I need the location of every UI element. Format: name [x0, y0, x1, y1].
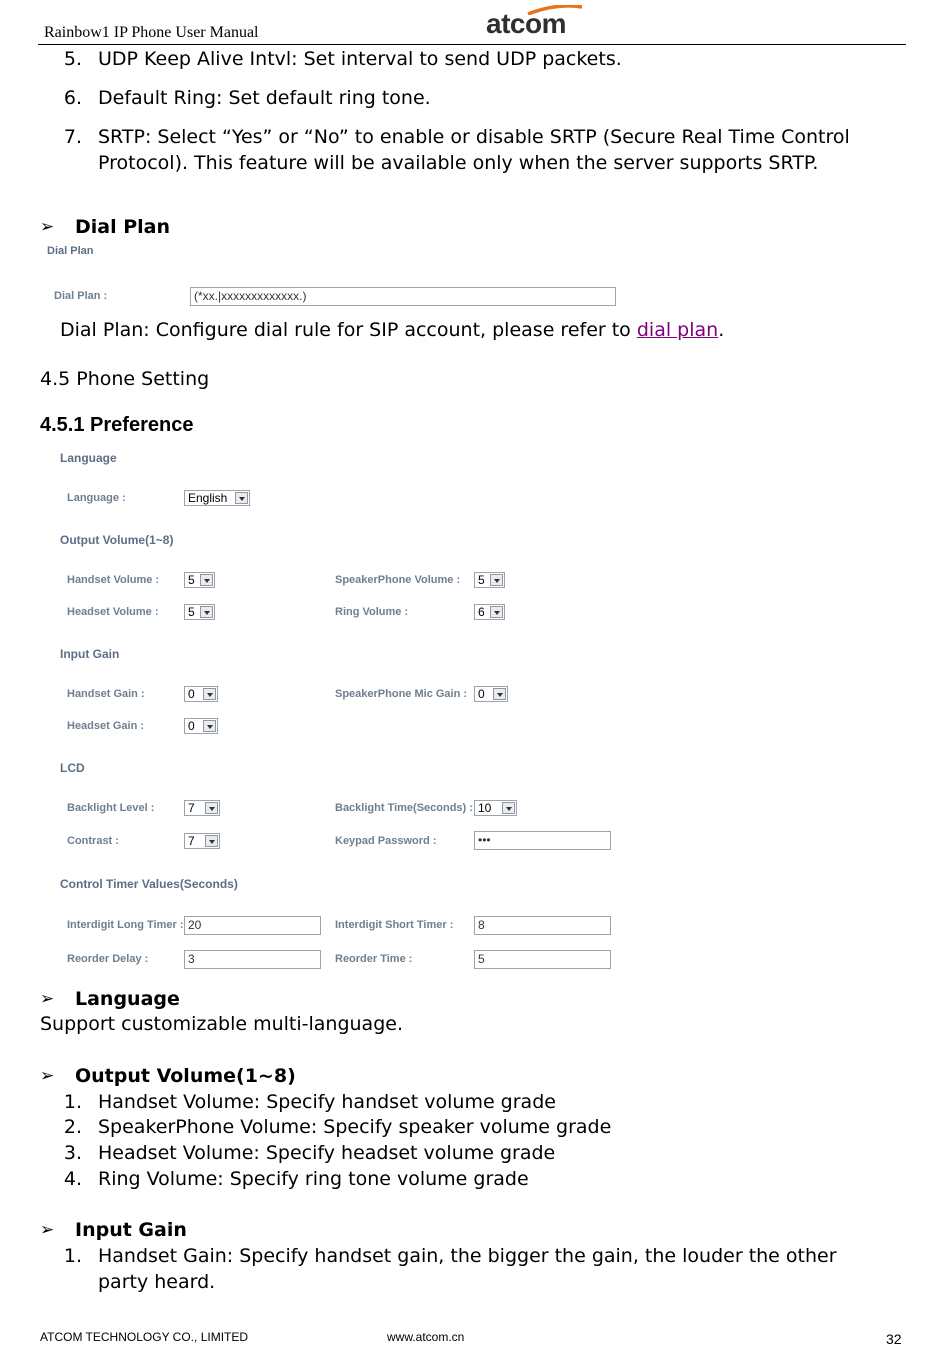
logo-swoosh-icon [526, 5, 584, 15]
list-number: 2. [63, 1116, 82, 1138]
backlight-level-label: Backlight Level : [67, 802, 155, 814]
speakerphone-mic-gain-select[interactable]: 0 [474, 686, 508, 702]
chevron-down-icon [490, 574, 503, 586]
ring-volume-label: Ring Volume : [335, 606, 409, 618]
chevron-down-icon [205, 802, 218, 814]
list-number: 1. [63, 1245, 82, 1267]
list-item: SpeakerPhone Volume: Specify speaker volume grade [98, 1116, 612, 1138]
manual-title: Rainbow1 IP Phone User Manual [44, 24, 259, 41]
chevron-down-icon [203, 688, 216, 700]
dial-plan-description: Dial Plan: Configure dial rule for SIP account, please refer to dial plan. [60, 319, 725, 341]
section-heading-input-gain: Input Gain [75, 1219, 187, 1241]
reorder-delay-label: Reorder Delay : [67, 953, 149, 965]
list-item-continued: Protocol). This feature will be available only when the server supports SRTP. [98, 152, 819, 174]
backlight-time-select[interactable]: 10 [474, 800, 517, 816]
interdigit-short-timer-label: Interdigit Short Timer : [335, 919, 454, 931]
headset-volume-label: Headset Volume : [67, 606, 159, 618]
chevron-down-icon [200, 574, 213, 586]
language-select[interactable]: English [184, 490, 250, 506]
bullet-arrow-icon: ➢ [40, 1066, 55, 1086]
header-divider [38, 44, 906, 45]
chevron-down-icon [203, 720, 216, 732]
footer-website: www.atcom.cn [387, 1330, 465, 1344]
handset-volume-label: Handset Volume : [67, 574, 160, 586]
list-item: Headset Volume: Specify headset volume grade [98, 1142, 556, 1164]
language-label: Language : [67, 492, 126, 504]
list-number: 1. [63, 1091, 82, 1113]
form-title-dial-plan: Dial Plan [47, 245, 94, 257]
chevron-down-icon [490, 606, 503, 618]
speakerphone-volume-label: SpeakerPhone Volume : [335, 574, 461, 586]
reorder-time-input[interactable]: 5 [474, 950, 611, 969]
speakerphone-volume-select[interactable]: 5 [474, 572, 505, 588]
list-number: 5. [63, 48, 82, 70]
footer-company: ATCOM TECHNOLOGY CO., LIMITED [40, 1330, 249, 1344]
list-item: Ring Volume: Specify ring tone volume grade [98, 1168, 529, 1190]
section-4-5-heading: 4.5 Phone Setting [40, 368, 210, 390]
dial-plan-link[interactable]: dial plan [636, 319, 719, 341]
handset-volume-select[interactable]: 5 [184, 572, 215, 588]
form-title-lcd: LCD [60, 761, 85, 775]
bullet-arrow-icon: ➢ [40, 989, 55, 1009]
interdigit-long-timer-input[interactable]: 20 [184, 916, 321, 935]
bullet-arrow-icon: ➢ [40, 1220, 55, 1240]
interdigit-long-timer-label: Interdigit Long Timer : [67, 919, 184, 931]
bullet-arrow-icon: ➢ [40, 217, 55, 237]
language-description: Support customizable multi-language. [40, 1013, 403, 1035]
list-item: Default Ring: Set default ring tone. [98, 87, 431, 109]
chevron-down-icon [200, 606, 213, 618]
dial-plan-input[interactable]: (*xx.|xxxxxxxxxxxxx.) [190, 287, 616, 306]
list-item-continued: party heard. [98, 1271, 216, 1293]
section-heading-dial-plan: Dial Plan [75, 216, 171, 238]
list-item: Handset Volume: Specify handset volume grade [98, 1091, 556, 1113]
atcom-logo: atcom [486, 8, 566, 40]
chevron-down-icon [205, 835, 218, 847]
list-number: 7. [63, 126, 82, 148]
keypad-password-input[interactable]: ••• [474, 831, 611, 850]
handset-gain-label: Handset Gain : [67, 688, 145, 700]
page-number: 32 [886, 1331, 902, 1347]
handset-gain-select[interactable]: 0 [184, 686, 218, 702]
backlight-time-label: Backlight Time(Seconds) : [335, 802, 473, 814]
backlight-level-select[interactable]: 7 [184, 800, 220, 816]
list-number: 6. [63, 87, 82, 109]
headset-gain-select[interactable]: 0 [184, 718, 218, 734]
form-title-language: Language [60, 451, 117, 465]
dial-plan-label: Dial Plan : [54, 290, 108, 302]
list-item: UDP Keep Alive Intvl: Set interval to send UDP packets. [98, 48, 622, 70]
reorder-delay-input[interactable]: 3 [184, 950, 321, 969]
headset-volume-select[interactable]: 5 [184, 604, 215, 620]
keypad-password-label: Keypad Password : [335, 835, 437, 847]
speakerphone-mic-gain-label: SpeakerPhone Mic Gain : [335, 688, 468, 700]
form-title-input-gain: Input Gain [60, 647, 120, 661]
chevron-down-icon [235, 492, 248, 504]
headset-gain-label: Headset Gain : [67, 720, 145, 732]
reorder-time-label: Reorder Time : [335, 953, 413, 965]
contrast-select[interactable]: 7 [184, 833, 220, 849]
form-title-control-timer: Control Timer Values(Seconds) [60, 877, 238, 891]
section-heading-output-volume: Output Volume(1~8) [75, 1065, 296, 1087]
section-4-5-1-heading: 4.5.1 Preference [40, 414, 194, 436]
ring-volume-select[interactable]: 6 [474, 604, 505, 620]
form-title-output-volume: Output Volume(1~8) [60, 533, 174, 547]
interdigit-short-timer-input[interactable]: 8 [474, 916, 611, 935]
list-item: Handset Gain: Specify handset gain, the bigger the gain, the louder the other [98, 1245, 837, 1267]
section-heading-language: Language [75, 988, 180, 1010]
list-number: 4. [63, 1168, 82, 1190]
chevron-down-icon [502, 802, 515, 814]
list-number: 3. [63, 1142, 82, 1164]
list-item: SRTP: Select “Yes” or “No” to enable or disable SRTP (Secure Real Time Control [98, 126, 850, 148]
contrast-label: Contrast : [67, 835, 119, 847]
chevron-down-icon [493, 688, 506, 700]
